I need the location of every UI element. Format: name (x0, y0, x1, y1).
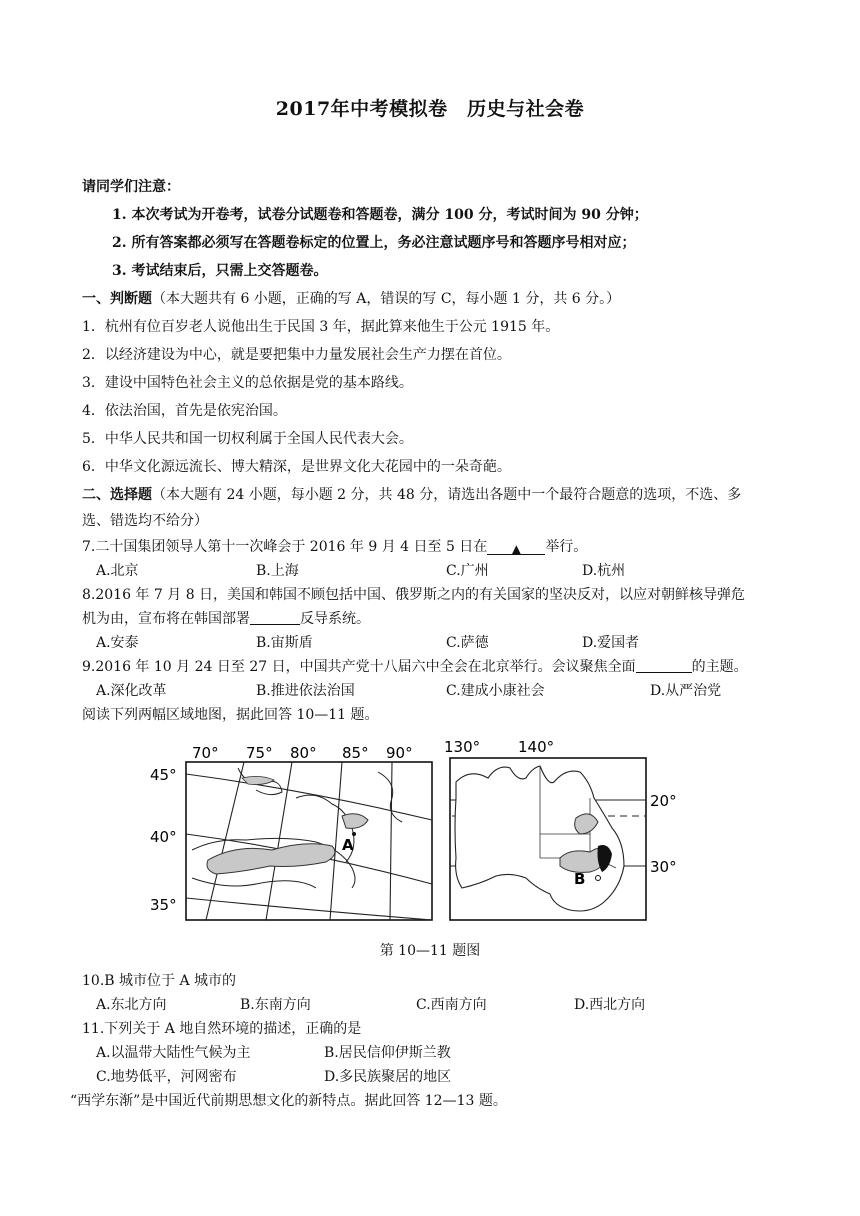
q11-option: C.地势低平，河网密布 (96, 1069, 237, 1085)
q8-stem-cont (82, 610, 370, 628)
lat-label: 20° (650, 792, 677, 810)
page-title: 2017年中考模拟卷 历史与社会卷 (275, 98, 585, 120)
judgement-question: 4．依法治国，首先是依宪治国。 (82, 403, 287, 419)
lon-label: 85° (342, 744, 369, 762)
q10-option: D.西北方向 (574, 997, 646, 1013)
q9-stem (82, 658, 748, 676)
judgement-question: 6．中华文化源远流长、博大精深，是世界文化大花园中的一朵奇葩。 (82, 459, 511, 475)
q8-option: D.爱国者 (582, 635, 640, 651)
answer-blank (250, 610, 300, 625)
notice-item: 1. 本次考试为开卷考，试卷分试题卷和答题卷，满分 100 分，考试时间为 90 分钟； (112, 207, 648, 223)
map-intro: 阅读下列两幅区域地图，据此回答 10—11 题。 (82, 707, 379, 723)
map-left (146, 738, 436, 930)
q7-stem-end: 举行。 (545, 539, 588, 555)
lon-label: 130° (444, 738, 481, 756)
q8-option: A.安泰 (96, 635, 139, 651)
lat-label: 40° (150, 828, 177, 846)
q7-stem (82, 538, 587, 556)
q11-option: B.居民信仰伊斯兰教 (324, 1045, 451, 1061)
lon-label: 90° (386, 744, 413, 762)
lon-label: 75° (246, 744, 273, 762)
map-caption: 第 10—11 题图 (379, 943, 481, 959)
q11-stem: 11.下列关于 A 地自然环境的描述，正确的是 (82, 1021, 362, 1037)
q10-option: B.东南方向 (240, 997, 311, 1013)
q9-option: D.从严治党 (650, 683, 722, 699)
q7-option: B.上海 (256, 563, 299, 579)
triangle-marker: ▲ (511, 542, 521, 556)
q8-option: B.宙斯盾 (256, 635, 313, 651)
lon-label: 140° (518, 738, 555, 756)
q8-stem: 8.2016 年 7 月 8 日，美国和韩国不顾包括中国、俄罗斯之内的有关国家的坚决反对，以应对朝鲜核导弹危 (82, 587, 746, 603)
q8-stem-end: 反导系统。 (300, 611, 370, 627)
q7-stem-text: 7.二十国集团领导人第十一次峰会于 2016 年 9 月 4 日至 5 日在 (82, 539, 488, 555)
q10-stem: 10.B 城市位于 A 城市的 (82, 973, 237, 989)
judgement-question: 3．建设中国特色社会主义的总依据是党的基本路线。 (82, 375, 413, 391)
lat-label: 45° (150, 766, 177, 784)
q9-stem-text: 9.2016 年 10 月 24 日至 27 日，中国共产党十八届六中全会在北京举行。会议聚焦全面 (82, 659, 636, 675)
answer-blank (487, 540, 545, 555)
q9-option: C.建成小康社会 (446, 683, 545, 699)
notice-heading: 请同学们注意： (82, 179, 180, 195)
section1-instruction: （本大题共有 6 小题，正确的写 A，错误的写 C，每小题 1 分，共 6 分。） (152, 291, 621, 307)
section1-heading: 一、判断题 (82, 291, 152, 307)
judgement-question: 5．中华人民共和国一切权利属于全国人民代表大会。 (82, 431, 413, 447)
judgement-question: 1．杭州有位百岁老人说他出生于民国 3 年，据此算来他生于公元 1915 年。 (82, 319, 560, 335)
q11-option: D.多民族聚居的地区 (324, 1069, 452, 1085)
section1-header (82, 290, 620, 308)
q9-option: B.推进依法治国 (256, 683, 355, 699)
q10-option: A.东北方向 (96, 997, 167, 1013)
q8-stem-text: 机为由，宣布将在韩国部署 (82, 611, 250, 627)
q11-option: A.以温带大陆性气候为主 (96, 1045, 251, 1061)
q8-option: C.萨德 (446, 635, 489, 651)
map-right (440, 738, 700, 930)
q7-option: A.北京 (96, 563, 139, 579)
q12-intro: “西学东渐”是中国近代前期思想文化的新特点。据此回答 12—13 题。 (70, 1093, 507, 1109)
lat-label: 35° (150, 896, 177, 914)
section2-instruction-cont: 选、错选均不给分） (82, 513, 208, 529)
notice-item: 3. 考试结束后，只需上交答题卷。 (112, 263, 328, 279)
section2-instruction: （本大题有 24 小题，每小题 2 分，共 48 分，请选出各题中一个最符合题意的选项，不选、多 (152, 487, 742, 503)
lon-label: 80° (290, 744, 317, 762)
section2-heading: 二、选择题 (82, 487, 152, 503)
q7-option: C.广州 (446, 563, 489, 579)
lat-label: 30° (650, 858, 677, 876)
q7-option: D.杭州 (582, 563, 626, 579)
answer-blank (636, 658, 692, 673)
lon-label: 70° (192, 744, 219, 762)
section2-header (82, 486, 741, 504)
map-right-city-dot (596, 876, 601, 881)
point-a-label: A (342, 836, 354, 854)
notice-item: 2. 所有答案都必须写在答题卷标定的位置上，务必注意试题序号和答题序号相对应； (112, 235, 636, 251)
q9-stem-end: 的主题。 (691, 659, 748, 675)
q10-option: C.西南方向 (416, 997, 487, 1013)
point-b-label: B (574, 870, 586, 888)
q9-option: A.深化改革 (96, 683, 167, 699)
judgement-question: 2．以经济建设为中心，就是要把集中力量发展社会生产力摆在首位。 (82, 347, 511, 363)
